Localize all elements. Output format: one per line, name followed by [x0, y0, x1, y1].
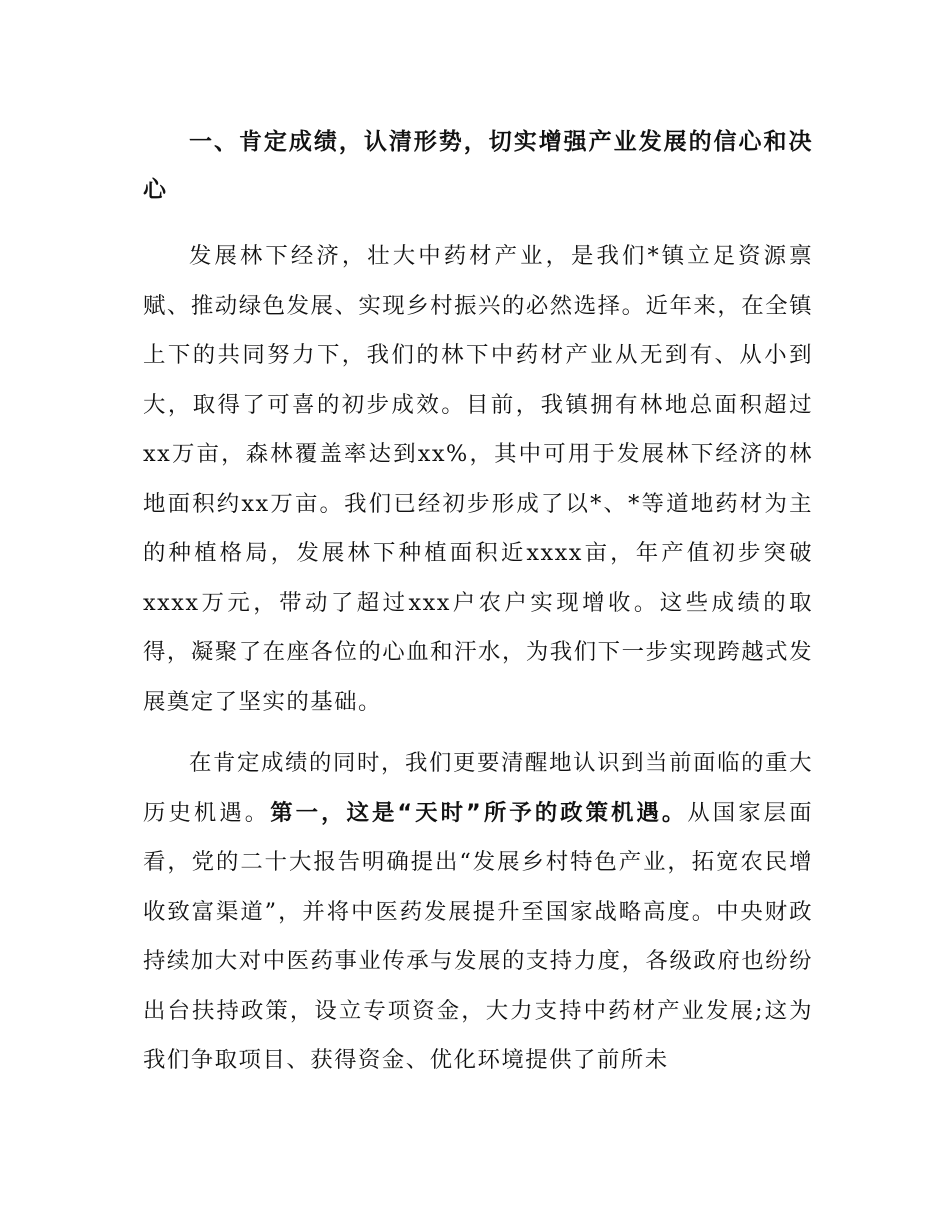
document-page	[143, 118, 813, 1086]
emphasis-policy-opportunity: 第一，这是“天时”所予的政策机遇。	[270, 799, 688, 826]
paragraph-opportunities	[143, 739, 813, 1086]
section-heading: 一、肯定成绩，认清形势，切实增强产业发展的信心和决心	[143, 129, 813, 203]
paragraph-intro: 在肯定成绩的同时，我们更要清醒地认识到当前面临的重大历史机遇。	[143, 750, 813, 826]
paragraph-body: 从国家层面看，党的二十大报告明确提出“发展乡村特色产业，拓宽农民增收致富渠道”，并将中医药发展提升至国家战略高度。中央财政持续加大对中医药事业传承与发展的支持力度，各级政府也纷纷出台扶持政策，设立专项资金，大力支持中药材产业发展;这为我们争取项目、获得资金、优化环境提供了前所未	[143, 799, 813, 1073]
paragraph-achievements: 发展林下经济，壮大中药材产业，是我们*镇立足资源禀赋、推动绿色发展、实现乡村振兴的必然选择。近年来，在全镇上下的共同努力下，我们的林下中药材产业从无到有、从小到大，取得了可喜的初步成效。目前，我镇拥有林地总面积超过xx万亩，森林覆盖率达到xx%，其中可用于发展林下经济的林地面积约xx万亩。我们已经初步形成了以*、*等道地药材为主的种植格局，发展林下种植面积近xxxx亩，年产值初步突破xxxx万元，带动了超过xxx户农户实现增收。这些成绩的取得，凝聚了在座各位的心血和汗水，为我们下一步实现跨越式发展奠定了坚实的基础。	[143, 243, 813, 715]
